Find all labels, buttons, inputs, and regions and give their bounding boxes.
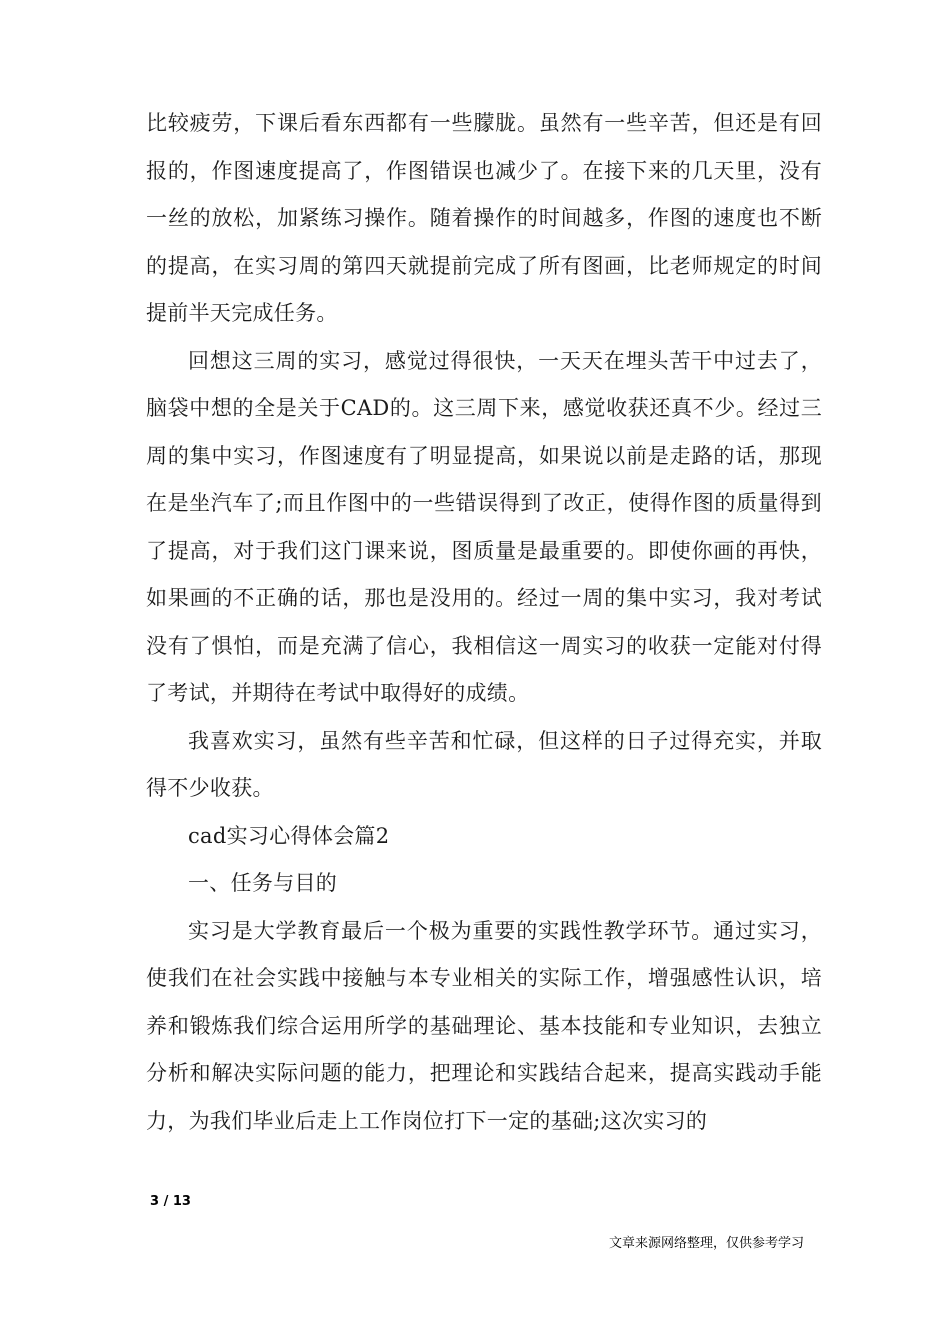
- subsection-heading: 一、任务与目的: [188, 871, 338, 895]
- footer-note: 文章来源网络整理，仅供参考学习: [608, 1236, 804, 1251]
- document-body: [146, 100, 822, 1145]
- paragraph-2: 回想这三周的实习，感觉过得很快，一天天在埋头苦干中过去了，脑袋中想的全是关于CAD的。这三周下来，感觉收获还真不少。经过三周的集中实习，作图速度有了明显提高，如果说以前是走路的话，那现在是坐汽车了;而且作图中的一些错误得到了改正，使得作图的质量得到了提高，对于我们这门课来说，图质量是最重要的。即使你画的再快，如果画的不正确的话，那也是没用的。经过一周的集中实习，我对考试没有了惧怕，而是充满了信心，我相信这一周实习的收获一定能对付得了考试，并期待在考试中取得好的成绩。: [146, 348, 822, 705]
- section-heading: cad实习心得体会篇2: [188, 823, 390, 848]
- paragraph-3: 我喜欢实习，虽然有些辛苦和忙碌，但这样的日子过得充实，并取得不少收获。: [146, 728, 822, 800]
- paragraph-1: 比较疲劳，下课后看东西都有一些朦胧。虽然有一些辛苦，但还是有回报的，作图速度提高了，作图错误也减少了。在接下来的几天里，没有一丝的放松，加紧练习操作。随着操作的时间越多，作图的速度也不断的提高，在实习周的第四天就提前完成了所有图画，比老师规定的时间提前半天完成任务。: [146, 111, 822, 325]
- paragraph-4: 实习是大学教育最后一个极为重要的实践性教学环节。通过实习，使我们在社会实践中接触与本专业相关的实际工作，增强感性认识，培养和锻炼我们综合运用所学的基础理论、基本技能和专业知识，去独立分析和解决实际问题的能力，把理论和实践结合起来，提高实践动手能力，为我们毕业后走上工作岗位打下一定的基础;这次实习的: [146, 918, 822, 1133]
- page-number: 3 / 13: [150, 1194, 191, 1209]
